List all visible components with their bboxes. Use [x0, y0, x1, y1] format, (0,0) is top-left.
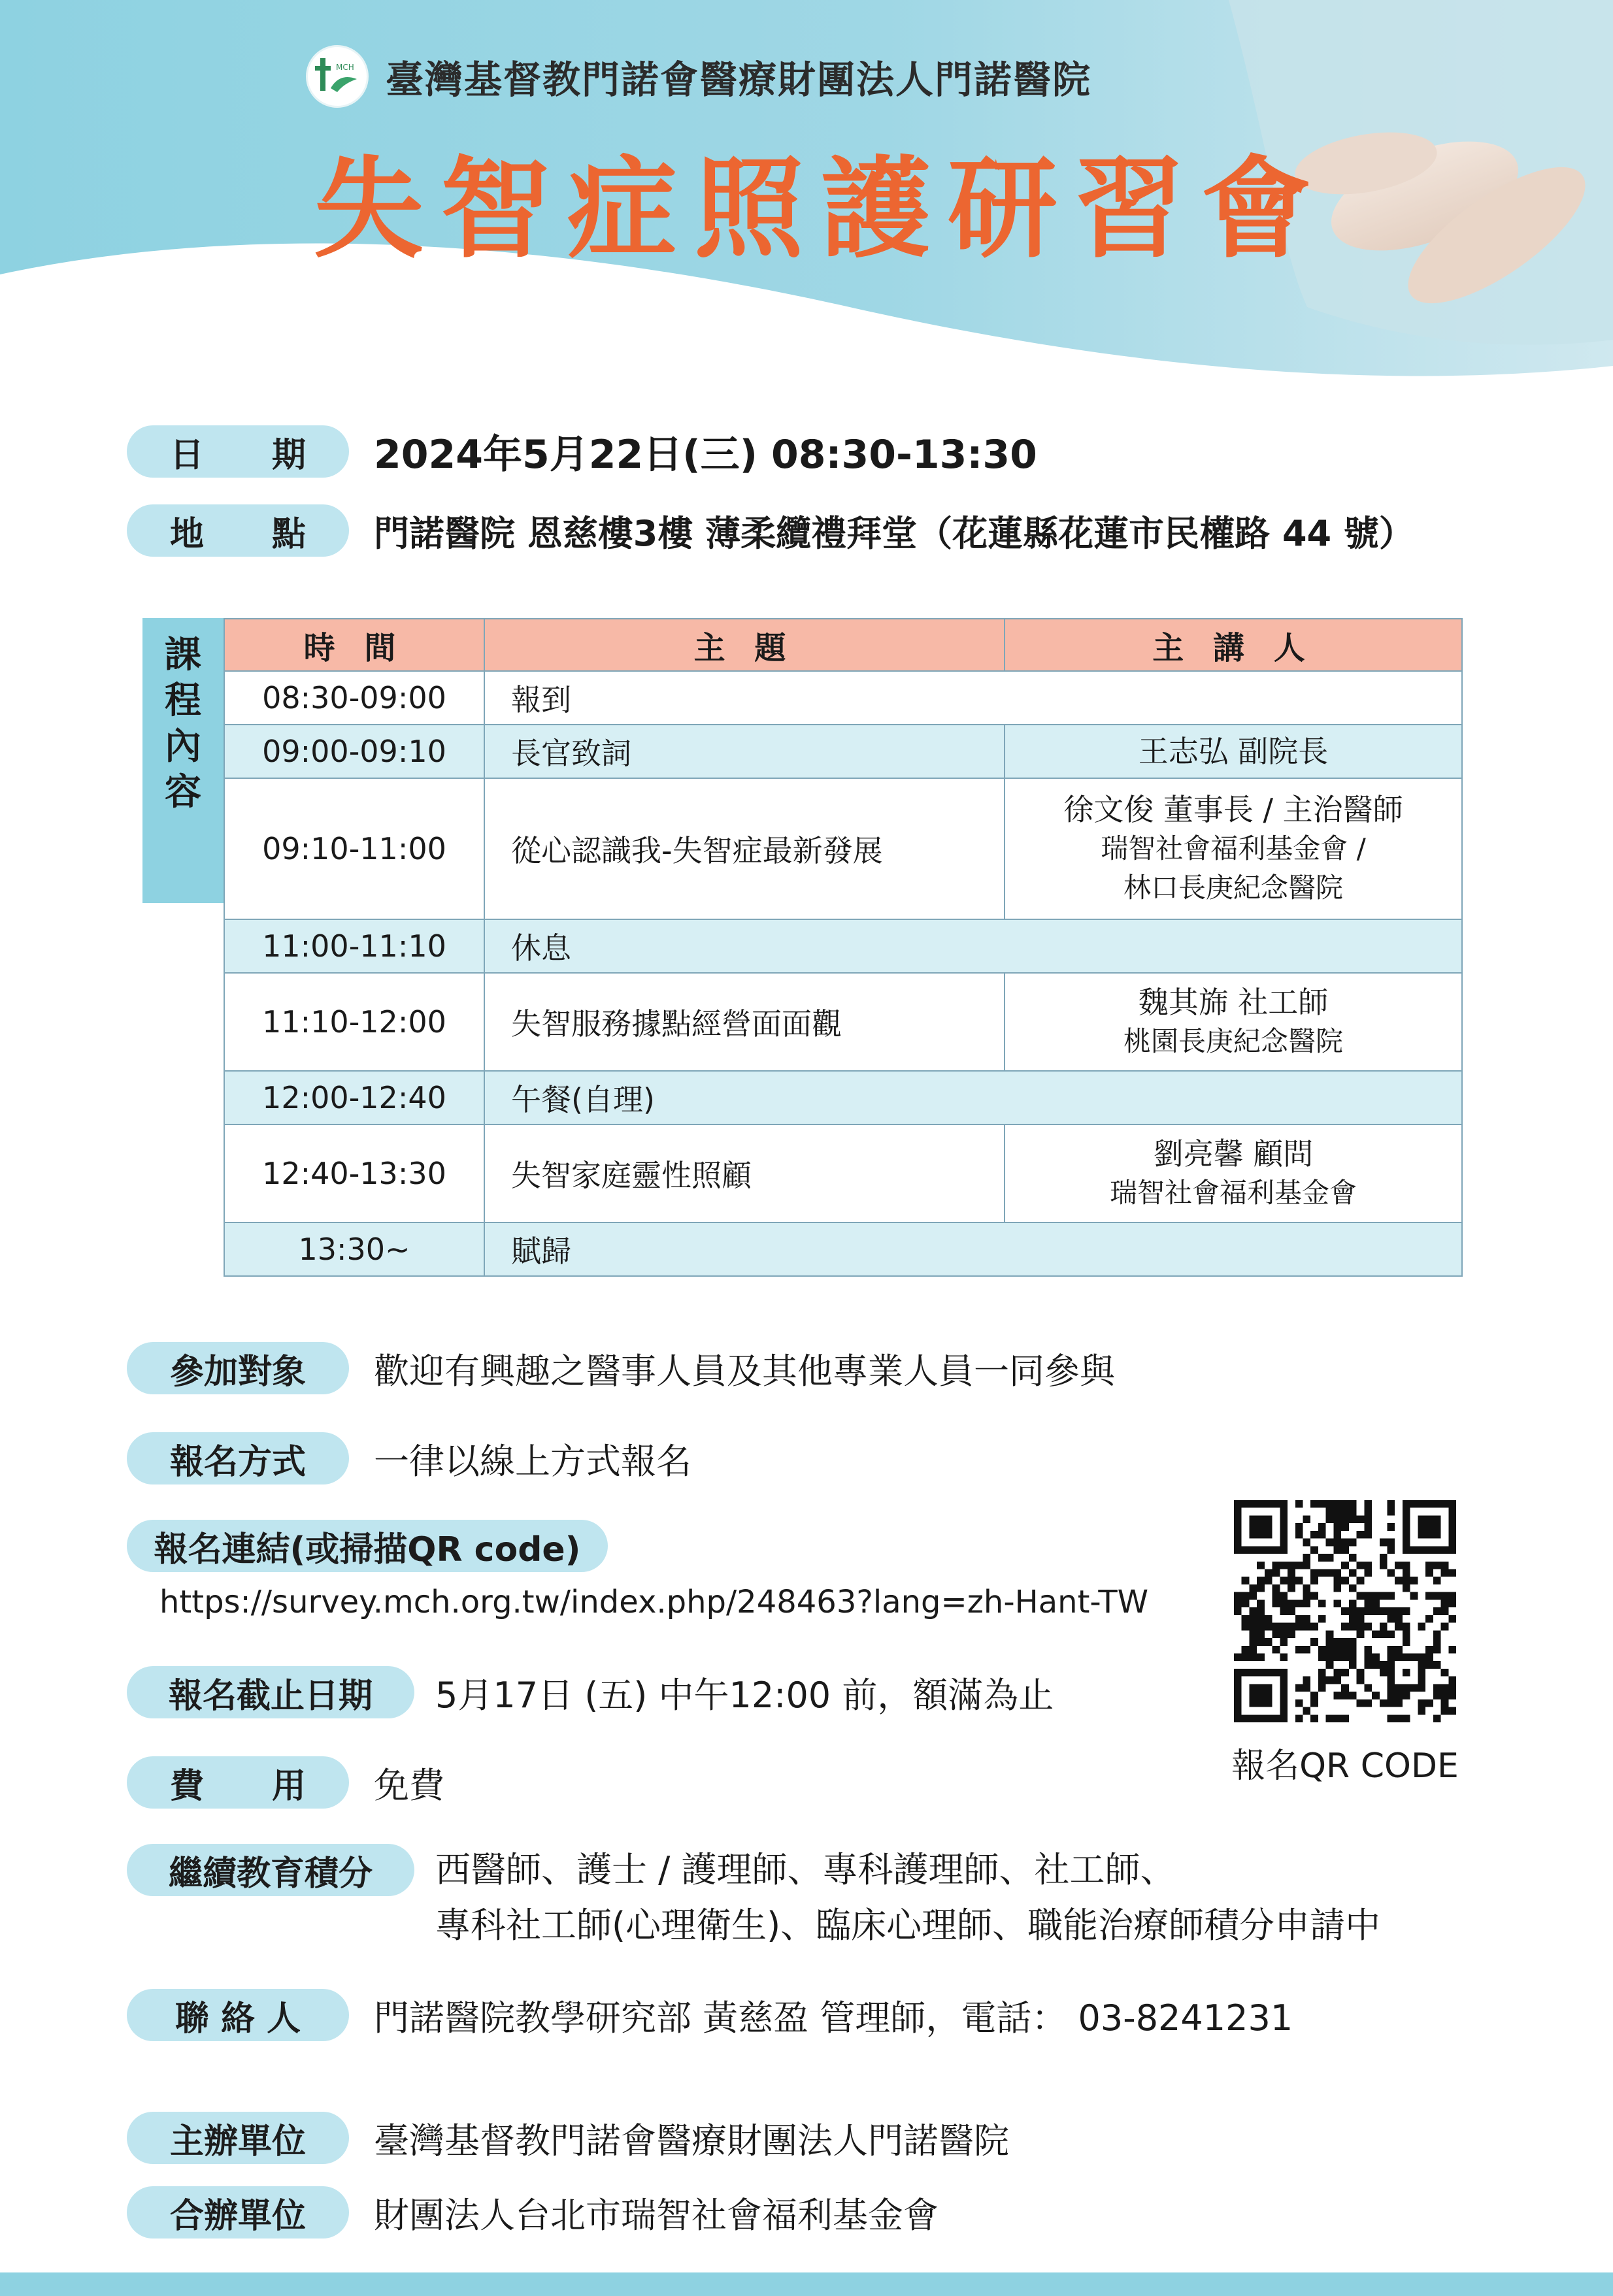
schedule-table — [224, 618, 1463, 1277]
fee-label: 費 用 — [127, 1756, 349, 1809]
method-label: 報名方式 — [127, 1432, 349, 1484]
bottom-bar — [0, 2272, 1613, 2296]
row-speaker: 王志弘 副院長 — [1005, 725, 1462, 778]
row-speaker-org: 桃園長庚紀念醫院 — [1123, 1025, 1343, 1057]
side-label-char: 程 — [165, 680, 201, 722]
row-speaker-cell — [1005, 778, 1462, 919]
credits-values — [435, 1844, 1380, 1955]
method-value: 一律以線上方式報名 — [374, 1440, 691, 1482]
credits-label: 繼續教育積分 — [127, 1844, 414, 1896]
row-speaker-org: 瑞智社會福利基金會 / — [1101, 832, 1366, 864]
contact-row — [127, 1989, 1293, 2041]
table-row — [224, 671, 1462, 725]
contact-label: 聯 絡 人 — [127, 1989, 349, 2041]
organization-header — [306, 47, 1091, 106]
row-speaker: 徐文俊 董事長 / 主治醫師 — [1063, 792, 1403, 827]
row-speaker: 劉亮馨 顧問 — [1153, 1136, 1314, 1172]
credits-line-1: 西醫師、護士 / 護理師、專科護理師、社工師、 — [435, 1849, 1176, 1890]
date-label: 日 期 — [127, 425, 349, 478]
table-header-row — [224, 619, 1462, 671]
row-speaker: 魏其旆 社工師 — [1138, 985, 1329, 1020]
table-row — [224, 919, 1462, 973]
credits-row — [127, 1844, 1380, 1955]
host-row — [127, 2112, 1009, 2164]
cohost-label: 合辦單位 — [127, 2186, 349, 2239]
deadline-row — [127, 1666, 1054, 1718]
row-time: 12:00-12:40 — [224, 1071, 484, 1124]
link-label: 報名連結(或掃描QR code) — [127, 1520, 608, 1572]
qr-code-icon[interactable] — [1234, 1500, 1456, 1722]
course-content-label — [142, 618, 224, 903]
host-value: 臺灣基督教門諾會醫療財團法人門諾醫院 — [374, 2120, 1009, 2161]
table-row — [224, 1124, 1462, 1222]
side-label-char: 容 — [165, 771, 201, 813]
row-time: 13:30~ — [224, 1222, 484, 1276]
method-row — [127, 1432, 691, 1484]
row-time: 12:40-13:30 — [224, 1124, 484, 1222]
row-time: 11:10-12:00 — [224, 973, 484, 1071]
audience-row — [127, 1342, 1115, 1394]
row-topic: 賦歸 — [484, 1222, 1462, 1276]
organization-name: 臺灣基督教門諾會醫療財團法人門諾醫院 — [386, 57, 1092, 102]
row-topic: 午餐(自理) — [484, 1071, 1462, 1124]
fee-row — [127, 1756, 444, 1809]
row-topic: 休息 — [484, 919, 1462, 973]
qr-label: 報名QR CODE — [1231, 1747, 1459, 1786]
date-row — [127, 423, 1037, 480]
speaker-header: 主 講 人 — [1005, 619, 1462, 671]
row-topic: 報到 — [484, 671, 1462, 725]
row-time: 09:10-11:00 — [224, 778, 484, 919]
side-label-char: 內 — [165, 725, 201, 768]
row-topic: 失智服務據點經營面面觀 — [484, 973, 1005, 1071]
deadline-label: 報名截止日期 — [127, 1666, 414, 1718]
row-speaker-cell — [1005, 1124, 1462, 1222]
row-speaker-org: 瑞智社會福利基金會 — [1109, 1177, 1357, 1209]
date-value: 2024年5月22日(三) 08:30-13:30 — [374, 432, 1037, 478]
row-topic: 從心認識我-失智症最新發展 — [484, 778, 1005, 919]
credits-line-2: 專科社工師(心理衛生)、臨床心理師、職能治療師積分申請中 — [435, 1905, 1381, 1946]
table-row — [224, 1071, 1462, 1124]
row-topic: 失智家庭靈性照顧 — [484, 1124, 1005, 1222]
contact-value: 門諾醫院教學研究部 黃慈盈 管理師，電話： 03-8241231 — [374, 1997, 1293, 2039]
row-topic: 長官致詞 — [484, 725, 1005, 778]
audience-value: 歡迎有興趣之醫事人員及其他專業人員一同參與 — [374, 1350, 1115, 1392]
location-label: 地 點 — [127, 504, 349, 557]
row-speaker-cell — [1005, 973, 1462, 1071]
cohost-row — [127, 2186, 939, 2239]
logo-text: MCH — [336, 63, 354, 72]
fee-value: 免費 — [374, 1764, 444, 1806]
row-time: 11:00-11:10 — [224, 919, 484, 973]
hospital-logo-icon — [306, 45, 369, 108]
topic-header: 主 題 — [484, 619, 1005, 671]
table-row — [224, 778, 1462, 919]
link-row — [127, 1520, 608, 1572]
deadline-value: 5月17日 (五) 中午12:00 前，額滿為止 — [435, 1674, 1054, 1716]
time-header: 時 間 — [224, 619, 484, 671]
location-row — [127, 504, 1414, 557]
table-row — [224, 1222, 1462, 1276]
row-time: 09:00-09:10 — [224, 725, 484, 778]
location-value: 門諾醫院 恩慈樓3樓 薄柔纜禮拜堂（花蓮縣花蓮市民權路 44 號） — [374, 512, 1414, 554]
side-label-char: 課 — [165, 634, 201, 676]
cohost-value: 財團法人台北市瑞智社會福利基金會 — [374, 2194, 939, 2236]
host-label: 主辦單位 — [127, 2112, 349, 2164]
table-row — [224, 725, 1462, 778]
table-row — [224, 973, 1462, 1071]
row-speaker-org: 林口長庚紀念醫院 — [1123, 872, 1343, 904]
registration-link[interactable]: https://survey.mch.org.tw/index.php/248463?lang=zh-Hant-TW — [159, 1584, 1149, 1620]
page-title: 失智症照護研習會 — [314, 145, 1328, 273]
row-time: 08:30-09:00 — [224, 671, 484, 725]
audience-label: 參加對象 — [127, 1342, 349, 1394]
